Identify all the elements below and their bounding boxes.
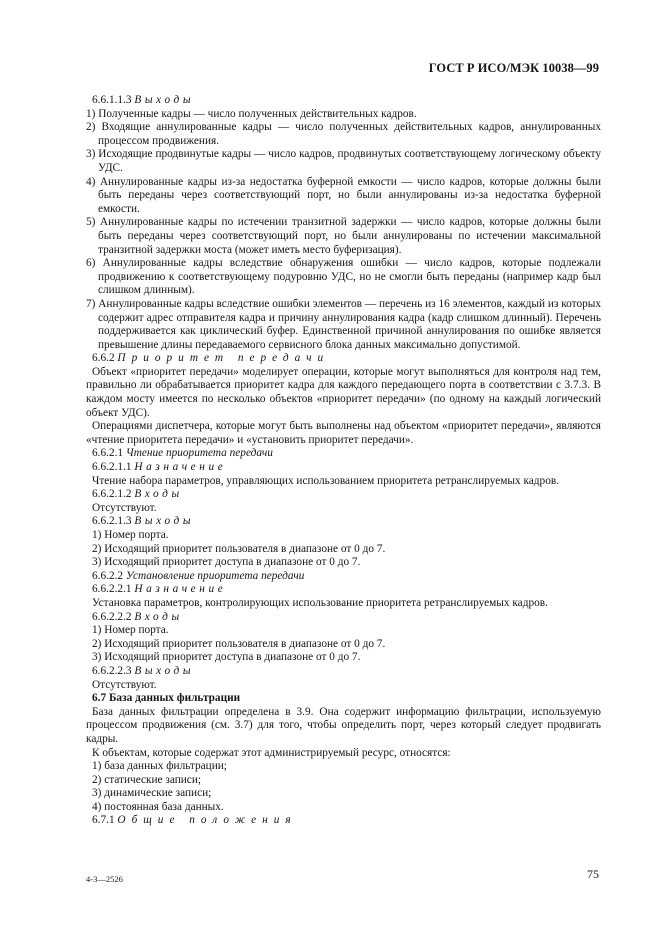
print-code: 4-3—2526 bbox=[86, 874, 123, 884]
section-number: 6.6.2 bbox=[92, 352, 115, 365]
section-number: 6.7 bbox=[92, 692, 107, 705]
list-item: 6) Аннулированные кадры вследствие обнаружения ошибки — число кадров, которые подлежали продвижению к соответствующему подуровню УДС, но не смогли быть переданы (например кадр был слишком длинным). bbox=[86, 257, 601, 297]
page-number: 75 bbox=[587, 867, 599, 881]
paragraph: Отсутствуют. bbox=[92, 501, 157, 514]
paragraph: База данных фильтрации определена в 3.9. Она содержит информацию фильтрации, используемую процессом продвижения (см. 3.7) для того, чтобы определить порт, через который следует продвигать кадры. bbox=[86, 705, 601, 745]
paragraph: 1) база данных фильтрации; bbox=[92, 760, 227, 773]
section-number: 6.6.2.2 bbox=[92, 569, 124, 582]
paragraph: Отсутствуют. bbox=[92, 678, 157, 691]
paragraph: 2) статические записи; bbox=[92, 773, 202, 786]
list-item: 7) Аннулированные кадры вследствие ошибки элементов — перечень из 16 элементов, каждый из которых содержит адрес отправителя кадра и причину аннулирования кадра (кадр слишком длинный). Перечень поддерживается как циклический буфер. Единственной причиной аннулирования по ошибке является превышение длины передаваемого сервисного блока данных максимально допустимой. bbox=[86, 297, 601, 351]
section-number: 6.6.2.1.1 bbox=[92, 461, 132, 474]
section-title: Назначение bbox=[134, 461, 227, 474]
paragraph: 2) Исходящий приоритет пользователя в диапазоне от 0 до 7. bbox=[92, 542, 386, 555]
section-title: Чтение приоритета передачи bbox=[125, 447, 273, 460]
list-item: 2) Входящие аннулированные кадры — число полученных действительных кадров, аннулированных процессом продвижения. bbox=[86, 121, 601, 147]
section-title: Назначение bbox=[134, 583, 227, 596]
paragraph: 2) Исходящий приоритет пользователя в диапазоне от 0 до 7. bbox=[92, 637, 386, 650]
section-title: Выходы bbox=[134, 664, 195, 677]
list-item: 3) Исходящие продвинутые кадры — число кадров, продвинутых соответствующему логическому объекту УДС. bbox=[86, 148, 601, 174]
paragraph: Чтение набора параметров, управляющих использованием приоритета ретранслируемых кадров. bbox=[92, 474, 560, 487]
section-heading bbox=[86, 665, 601, 679]
section-heading bbox=[86, 447, 601, 461]
paragraph: 1) Номер порта. bbox=[92, 529, 169, 541]
paragraph: 3) Исходящий приоритет доступа в диапазоне от 0 до 7. bbox=[92, 556, 361, 569]
section-number: 6.6.2.2.3 bbox=[92, 664, 132, 677]
list-item: 5) Аннулированные кадры по истечении транзитной задержки — число кадров, которые должны были быть переданы через соответствующий порт, но были аннулированы по истечении максимальной транзитной задержки моста (может иметь место буферизация). bbox=[86, 216, 601, 256]
document-body bbox=[86, 94, 601, 828]
section-title: Установление приоритета передачи bbox=[125, 569, 305, 582]
section-number: 6.6.1.1.3 bbox=[92, 94, 132, 106]
paragraph: 1) Номер порта. bbox=[92, 624, 169, 637]
section-heading bbox=[86, 583, 601, 597]
section-title: Выходы bbox=[134, 94, 195, 106]
section-title: Приоритет передачи bbox=[117, 352, 330, 365]
list-item: 1) Полученные кадры — число полученных действительных кадров. bbox=[86, 107, 417, 120]
section-number: 6.6.2.1.2 bbox=[92, 488, 132, 501]
section-heading bbox=[86, 570, 601, 584]
section-heading bbox=[86, 814, 601, 828]
paragraph: 3) Исходящий приоритет доступа в диапазоне от 0 до 7. bbox=[92, 651, 361, 664]
paragraph: Объект «приоритет передачи» моделирует операции, которые могут выполняться для контроля над тем, правильно ли обрабатывается приоритет кадра для каждого передающего порта в соответствии с 3.7.3. В каждом мосту имеется по несколько объектов «приоритет передачи» (по одному на каждый логический объект УДС). bbox=[86, 365, 601, 419]
section-number: 6.6.2.2.1 bbox=[92, 583, 132, 596]
section-number: 6.6.2.1 bbox=[92, 447, 124, 460]
paragraph: 4) постоянная база данных. bbox=[92, 800, 224, 813]
section-heading bbox=[86, 515, 601, 529]
paragraph: Операциями диспетчера, которые могут быть выполнены над объектом «приоритет передачи», являются «чтение приоритета передачи» и «установить приоритет передачи». bbox=[86, 420, 601, 446]
section-number: 6.6.2.2.2 bbox=[92, 610, 132, 623]
paragraph: 3) динамические записи; bbox=[92, 787, 212, 800]
list-item: 4) Аннулированные кадры из-за недостатка буферной емкости — число кадров, которые должны были быть переданы через соответствующий порт, но были аннулированы из-за недостатка буферной емкости. bbox=[86, 175, 601, 215]
section-heading bbox=[86, 611, 601, 625]
section-heading bbox=[86, 461, 601, 475]
paragraph: К объектам, которые содержат этот администрируемый ресурс, относятся: bbox=[92, 746, 451, 759]
section-heading bbox=[86, 352, 601, 366]
section-title: Входы bbox=[134, 610, 183, 623]
section-title: База данных фильтрации bbox=[108, 692, 241, 705]
section-title: Входы bbox=[134, 488, 183, 501]
page-header: ГОСТ Р ИСО/МЭК 10038—99 bbox=[428, 61, 599, 75]
section-title: Выходы bbox=[134, 515, 195, 528]
section-number: 6.7.1 bbox=[92, 814, 115, 827]
section-heading bbox=[86, 488, 601, 502]
section-number: 6.6.2.1.3 bbox=[92, 515, 132, 528]
paragraph: Установка параметров, контролирующих использование приоритета ретранслируемых кадров. bbox=[92, 596, 548, 609]
section-title: Общие положения bbox=[117, 814, 297, 827]
section-heading bbox=[86, 692, 601, 706]
section-heading bbox=[86, 94, 601, 108]
